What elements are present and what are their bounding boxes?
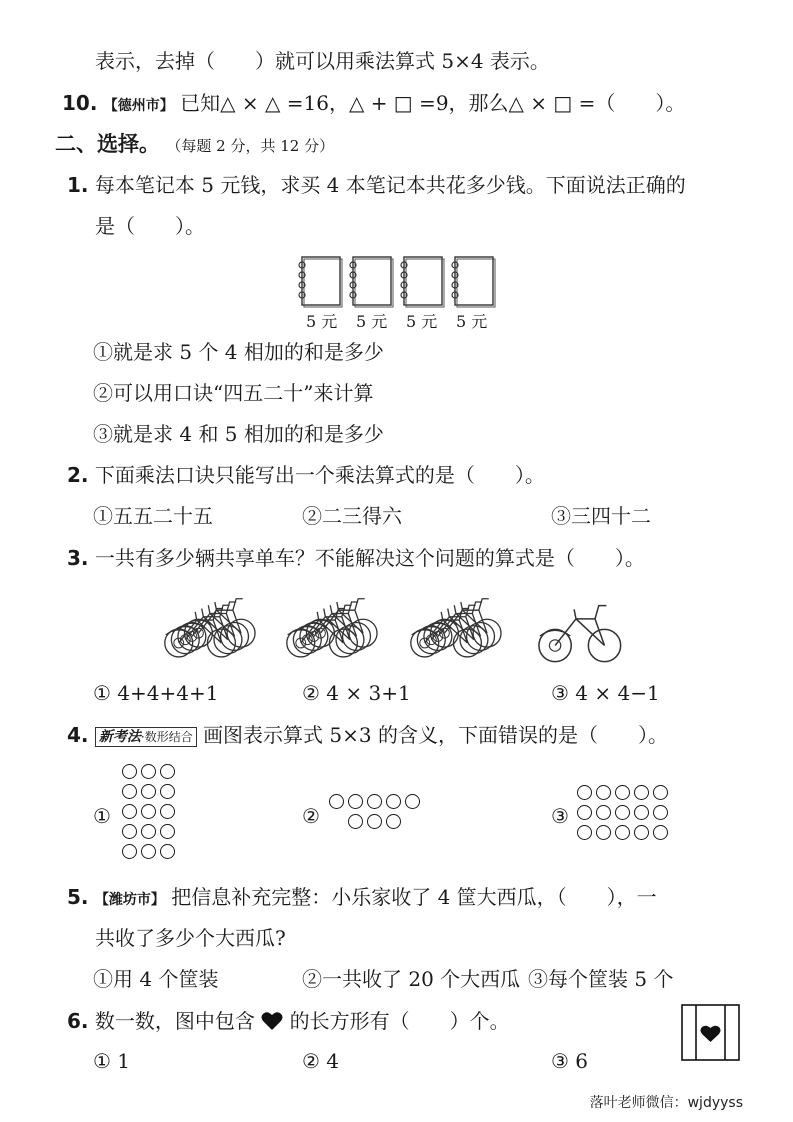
- new-method-label: 新考法: [98, 728, 141, 745]
- question-5-line2: 共收了多少个大西瓜?: [95, 926, 286, 950]
- question-text: 一共有多少辆共享单车？不能解决这个问题的算式是（ ）。: [94, 546, 645, 570]
- q2-option-2[interactable]: ②二三得六: [302, 504, 402, 528]
- q5-option-3[interactable]: ③每个筐装 5 个: [528, 967, 674, 991]
- question-text: 已知△ × △ =16，△ + □ =9，那么△ × □ =（ ）。: [180, 91, 686, 115]
- circle-dot: [122, 784, 137, 799]
- question-number: 1.: [67, 173, 89, 197]
- question-text-before: 数一数，图中包含: [94, 1009, 255, 1033]
- q3-option-2[interactable]: ② 4 × 3+1: [302, 681, 411, 705]
- q9-tail: 表示，去掉（ ）就可以用乘法算式 5×4 表示。: [95, 49, 550, 73]
- circle-row: [575, 785, 670, 805]
- notebooks-illustration: [298, 255, 498, 311]
- question-5: [67, 884, 657, 913]
- circle-row: [120, 784, 177, 804]
- q4-option-3-label[interactable]: ③: [551, 804, 569, 828]
- heart-icon: [261, 1011, 283, 1037]
- source-tag: 【潍坊市】: [94, 892, 165, 908]
- circle-dot: [405, 794, 420, 809]
- circle-dot: [386, 794, 401, 809]
- circle-dot: [160, 784, 175, 799]
- price-label: 5 元: [356, 312, 388, 331]
- question-text: 画图表示算式 5×3 的含义，下面错误的是（ ）。: [203, 723, 668, 747]
- bicycle-icons: [160, 588, 640, 664]
- circle-dot: [367, 814, 382, 829]
- price-label: 5 元: [456, 312, 488, 331]
- circle-dot: [348, 814, 363, 829]
- question-number: 10.: [62, 91, 98, 115]
- circle-dot: [122, 844, 137, 859]
- circle-row: [327, 814, 422, 834]
- new-method-tag: [95, 727, 197, 747]
- question-number: 5.: [67, 885, 89, 909]
- circle-dot: [141, 764, 156, 779]
- price-labels: [306, 309, 506, 335]
- new-method-sub: ·数形结合: [140, 729, 193, 744]
- q1-option-3[interactable]: ③就是求 4 和 5 相加的和是多少: [93, 422, 384, 446]
- q6-option-3[interactable]: ③ 6: [551, 1049, 589, 1073]
- question-number: 3.: [67, 546, 89, 570]
- circle-dot: [122, 764, 137, 779]
- circle-row: [575, 805, 670, 825]
- source-tag: 【德州市】: [103, 98, 174, 114]
- circle-dot: [634, 825, 649, 840]
- circle-dot: [596, 825, 611, 840]
- circle-dot: [577, 825, 592, 840]
- circle-dot: [122, 824, 137, 839]
- question-10: [62, 90, 685, 119]
- circle-dot: [634, 805, 649, 820]
- q4-option-3-figure: [575, 785, 670, 845]
- q5-option-2[interactable]: ②一共收了 20 个大西瓜: [302, 967, 521, 991]
- q2-option-1[interactable]: ①五五二十五: [93, 504, 213, 528]
- q6-option-1[interactable]: ① 1: [93, 1049, 131, 1073]
- circle-dot: [160, 804, 175, 819]
- bikes-illustration: [160, 588, 640, 664]
- question-3: [67, 545, 645, 571]
- question-1-line2: 是（ ）。: [95, 214, 205, 238]
- q4-option-2-label[interactable]: ②: [302, 804, 320, 828]
- footer-watermark: 落叶老师微信：wjdyyss: [589, 1095, 743, 1111]
- q1-option-2[interactable]: ②可以用口诀“四五二十”来计算: [93, 381, 374, 405]
- circle-row: [120, 804, 177, 824]
- circle-dot: [596, 805, 611, 820]
- question-1: [67, 172, 686, 198]
- circle-dot: [615, 825, 630, 840]
- circle-dot: [653, 805, 668, 820]
- q4-option-2-figure: [327, 794, 422, 834]
- circle-dot: [122, 804, 137, 819]
- q1-option-1[interactable]: ①就是求 5 个 4 相加的和是多少: [93, 340, 384, 364]
- section-note: （每题 2 分，共 12 分）: [166, 137, 335, 155]
- question-text-line1: 把信息补充完整：小乐家收了 4 筐大西瓜，（ ），一: [171, 885, 657, 909]
- circle-dot: [577, 805, 592, 820]
- q6-option-2[interactable]: ② 4: [302, 1049, 340, 1073]
- question-text-after: 的长方形有（ ）个。: [289, 1009, 510, 1033]
- question-6: [67, 1008, 510, 1037]
- rectangles-diagram: [681, 1004, 741, 1062]
- price-label: 5 元: [406, 312, 438, 331]
- circle-dot: [615, 805, 630, 820]
- circle-dot: [634, 785, 649, 800]
- rectangle-figure: [681, 1004, 741, 1066]
- circle-dot: [653, 785, 668, 800]
- q3-option-1[interactable]: ① 4+4+4+1: [93, 681, 219, 705]
- circle-dot: [615, 785, 630, 800]
- circle-dot: [160, 764, 175, 779]
- circle-dot: [329, 794, 344, 809]
- circle-dot: [141, 784, 156, 799]
- q2-option-3[interactable]: ③三四十二: [551, 504, 651, 528]
- question-number: 4.: [67, 723, 89, 747]
- circle-dot: [386, 814, 401, 829]
- price-label: 5 元: [306, 312, 338, 331]
- circle-row: [327, 794, 422, 814]
- question-number: 6.: [67, 1009, 89, 1033]
- question-text-line1: 每本笔记本 5 元钱，求买 4 本笔记本共花多少钱。下面说法正确的: [94, 173, 686, 197]
- circle-row: [575, 825, 670, 845]
- circle-dot: [160, 844, 175, 859]
- section-title: 二、选择。: [55, 132, 160, 156]
- question-number: 2.: [67, 463, 89, 487]
- circle-dot: [141, 844, 156, 859]
- circle-dot: [141, 804, 156, 819]
- circle-dot: [596, 785, 611, 800]
- circle-dot: [577, 785, 592, 800]
- question-2: [67, 462, 545, 488]
- circle-dot: [160, 824, 175, 839]
- q5-option-1[interactable]: ①用 4 个筐装: [93, 967, 219, 991]
- circle-dot: [141, 824, 156, 839]
- circle-row: [120, 764, 177, 784]
- question-4: [67, 722, 668, 748]
- q4-option-1-figure: [120, 764, 177, 864]
- circle-dot: [348, 794, 363, 809]
- section-heading: [55, 131, 334, 159]
- circle-row: [120, 844, 177, 864]
- q4-option-1-label[interactable]: ①: [93, 804, 111, 828]
- circle-dot: [653, 825, 668, 840]
- notebook-icons: [298, 255, 498, 311]
- q3-option-3[interactable]: ③ 4 × 4−1: [551, 681, 660, 705]
- question-text: 下面乘法口诀只能写出一个乘法算式的是（ ）。: [94, 463, 545, 487]
- circle-dot: [367, 794, 382, 809]
- circle-row: [120, 824, 177, 844]
